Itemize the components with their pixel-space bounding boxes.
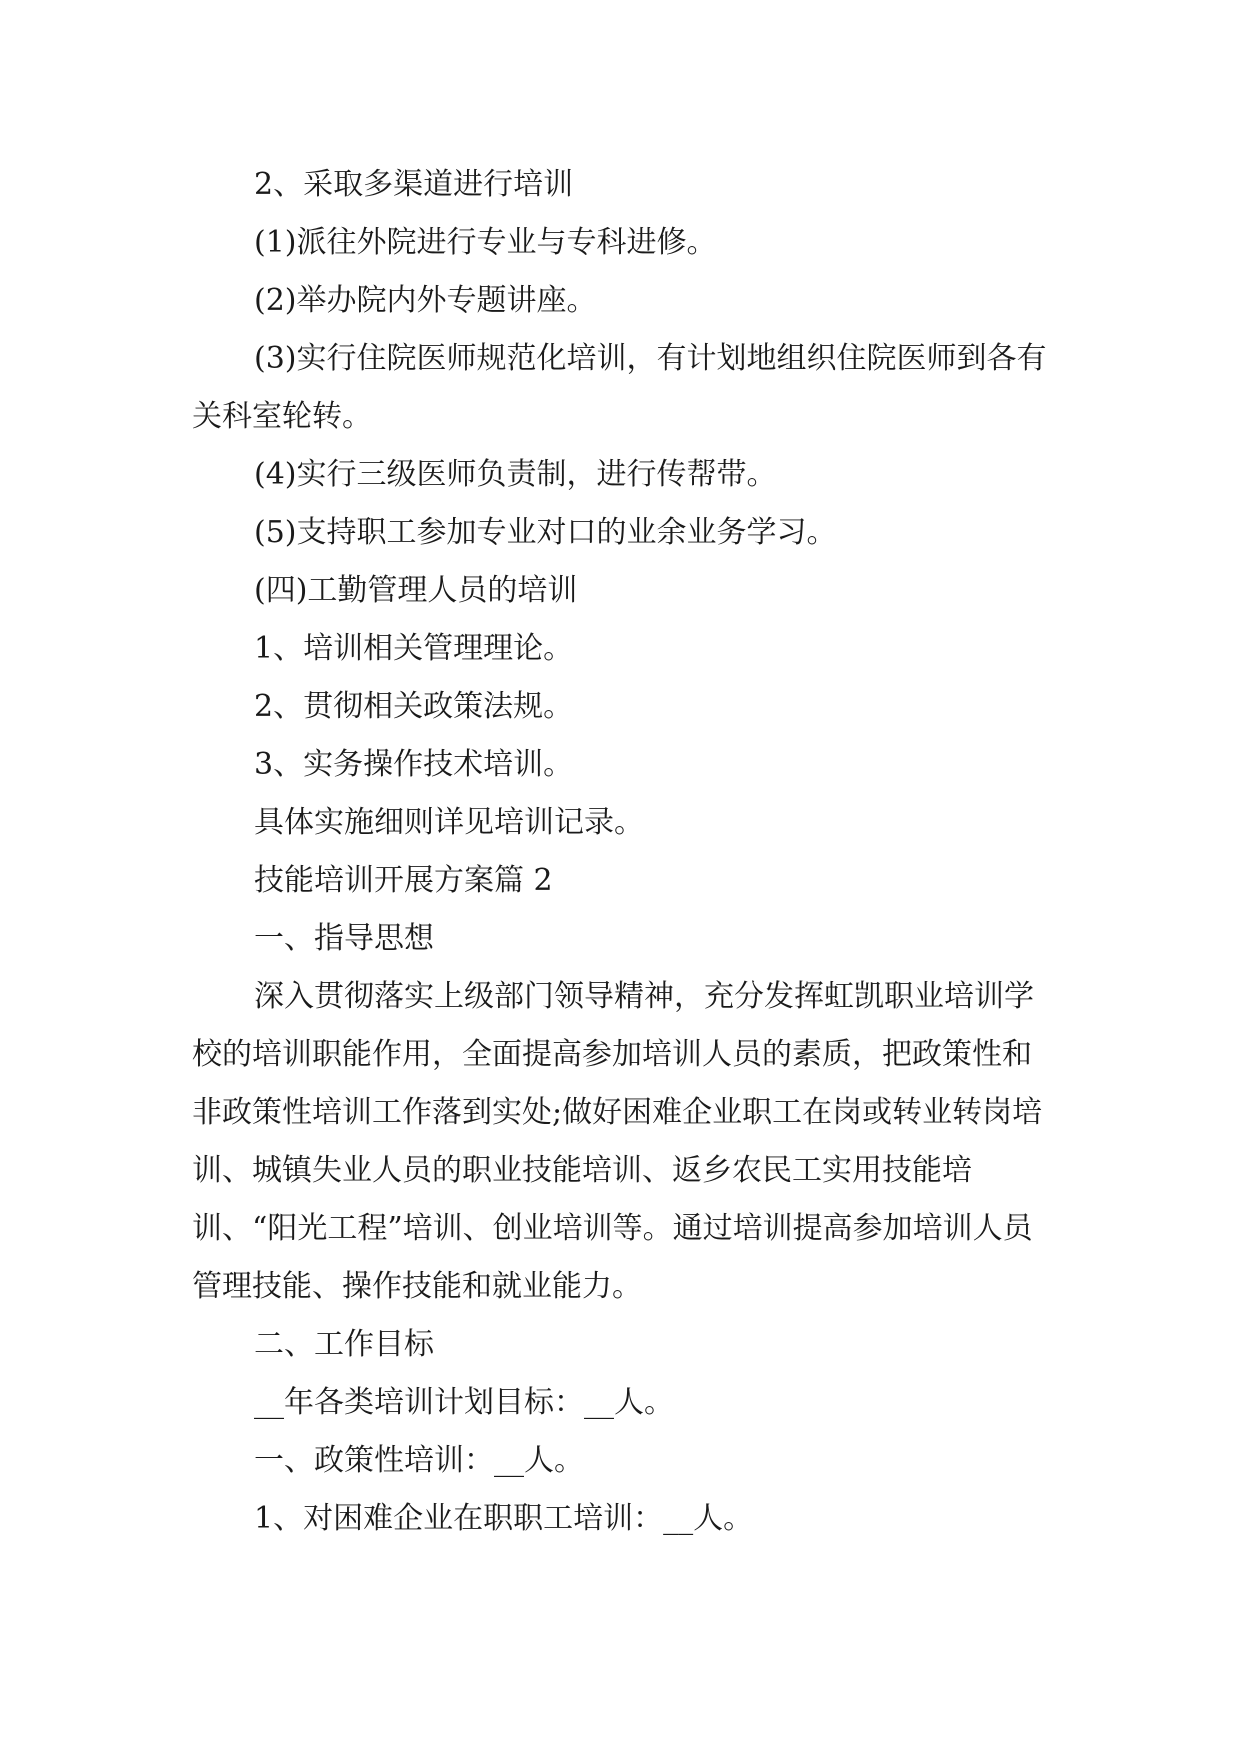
- paragraph: (1)派往外院进行专业与专科进修。: [254, 225, 717, 260]
- document-title: 技能培训开展方案篇 2: [254, 863, 553, 898]
- paragraph: 深入贯彻落实上级部门领导精神，充分发挥虹凯职业培训学校的培训职能作用，全面提高参加培训人员的素质，把政策性和非政策性培训工作落到实处;做好困难企业职工在岗或转业转岗培训、城镇失业人员的职业技能培训、返乡农民工实用技能培训、“阳光工程”培训、创业培训等。通过培训提高参加培训人员管理技能、操作技能和就业能力。: [192, 979, 1043, 1304]
- paragraph: 1、对困难企业在职职工培训：__人。: [254, 1501, 754, 1536]
- paragraph: 一、政策性培训：__人。: [254, 1443, 584, 1478]
- paragraph: (4)实行三级医师负责制，进行传帮带。: [254, 457, 777, 492]
- paragraph: 1、培训相关管理理论。: [254, 631, 574, 666]
- paragraph: __年各类培训计划目标：__人。: [254, 1385, 674, 1420]
- paragraph: 3、实务操作技术培训。: [254, 747, 574, 782]
- paragraph: (3)实行住院医师规范化培训，有计划地组织住院医师到各有关科室轮转。: [192, 341, 1047, 434]
- document-body: [192, 156, 1052, 1548]
- section-heading: 一、指导思想: [254, 921, 434, 956]
- paragraph: 2、贯彻相关政策法规。: [254, 689, 574, 724]
- paragraph: (2)举办院内外专题讲座。: [254, 283, 597, 318]
- paragraph: (5)支持职工参加专业对口的业余业务学习。: [254, 515, 837, 550]
- section-heading: (四)工勤管理人员的培训: [254, 573, 578, 608]
- section-heading: 二、工作目标: [254, 1327, 434, 1362]
- paragraph: 2、采取多渠道进行培训: [254, 167, 574, 202]
- paragraph: 具体实施细则详见培训记录。: [254, 805, 644, 840]
